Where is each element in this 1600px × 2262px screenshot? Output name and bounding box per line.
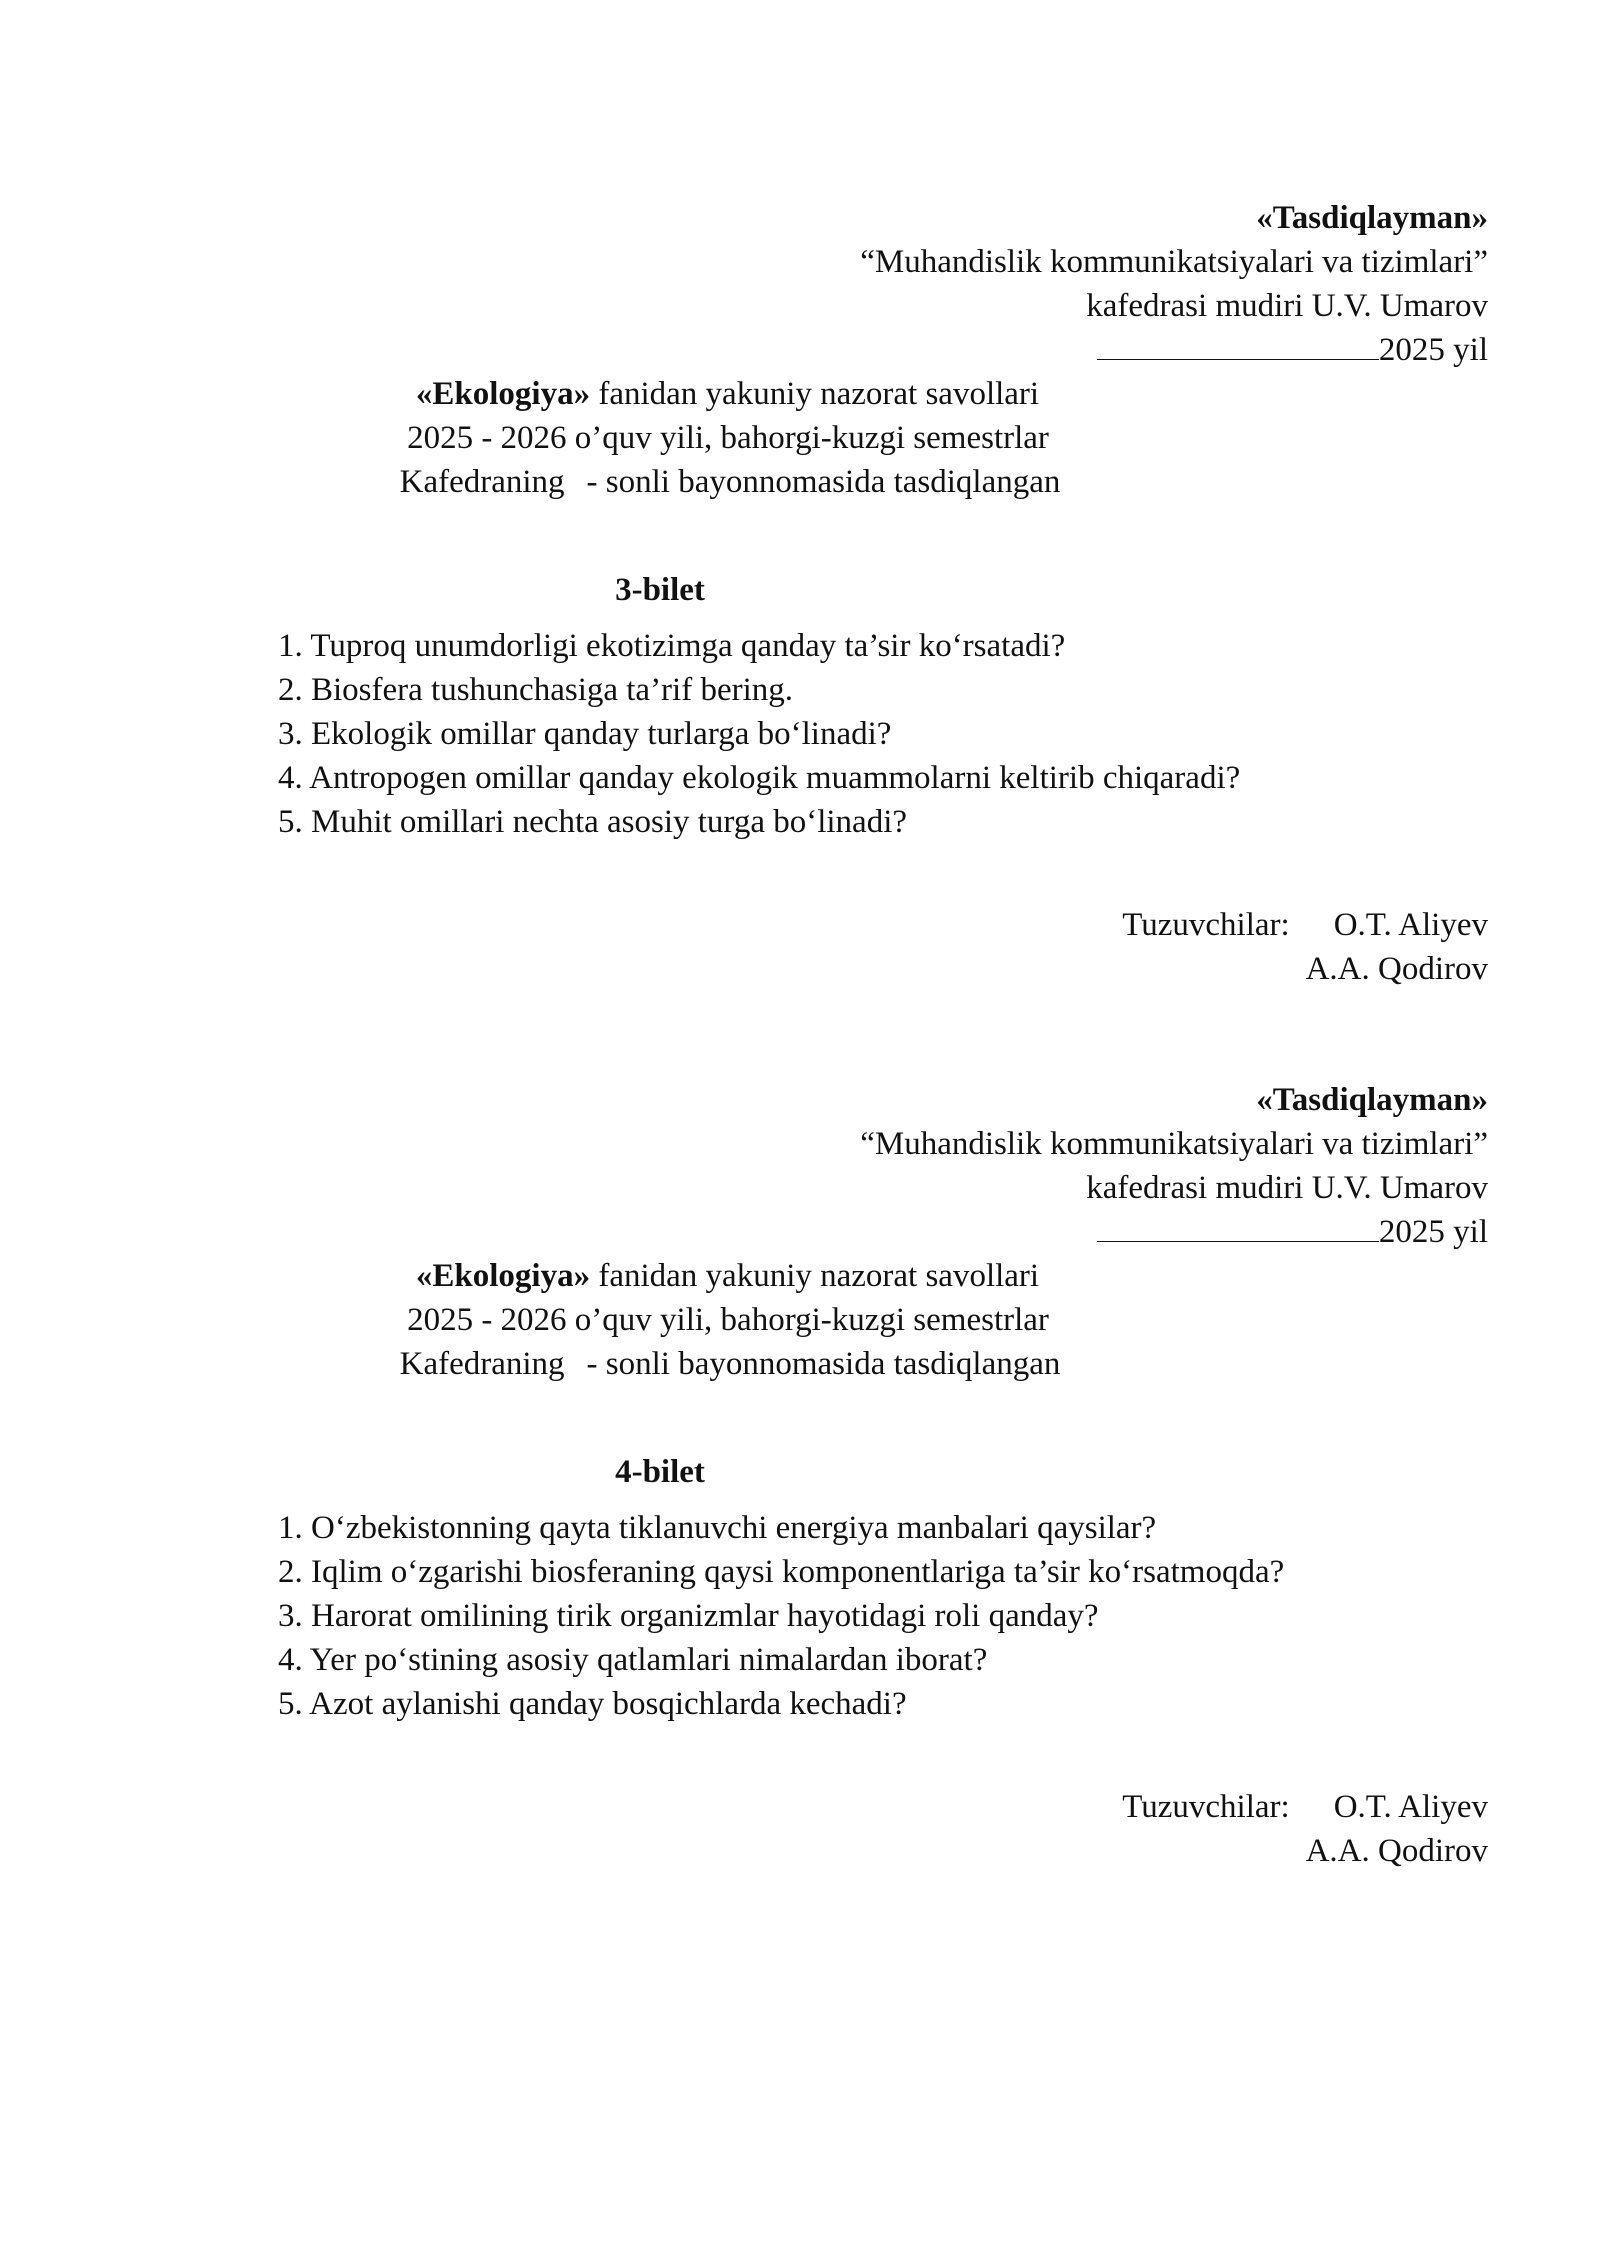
approval-date-line	[860, 1210, 1488, 1254]
authors-label: Tuzuvchilar:	[1122, 907, 1290, 943]
signature-line	[1097, 329, 1379, 360]
protocol-line	[0, 1342, 1600, 1386]
department-name: “Muhandislik kommunikatsiyalari va tizimlari”	[860, 1126, 1488, 1162]
subject-name: «Ekologiya»	[415, 376, 591, 412]
question-item: 1. O‘zbekistonning qayta tiklanuvchi energiya manbalari qaysilar?	[278, 1510, 1157, 1546]
protocol-line	[0, 460, 1600, 504]
approval-title: «Tasdiqlayman»	[1256, 1082, 1488, 1118]
department-head: kafedrasi mudiri U.V. Umarov	[1086, 288, 1488, 324]
protocol-rest: - sonli bayonnomasida tasdiqlangan	[586, 464, 1061, 500]
question-item: 2. Biosfera tushunchasiga ta’rif bering.	[278, 672, 794, 708]
question-item: 2. Iqlim o‘zgarishi biosferaning qaysi komponentlariga ta’sir ko‘rsatmoqda?	[278, 1554, 1285, 1590]
question-list	[278, 624, 1240, 844]
subject-line-rest: fanidan yakuniy nazorat savollari	[590, 376, 1040, 412]
question-item: 5. Muhit omillari nechta asosiy turga bo‘linadi?	[278, 804, 908, 840]
authors-row	[1122, 903, 1488, 947]
author-name: A.A. Qodirov	[1305, 1833, 1488, 1869]
authors-label: Tuzuvchilar:	[1122, 1789, 1290, 1825]
subject-name: «Ekologiya»	[415, 1258, 591, 1294]
author-name: A.A. Qodirov	[1305, 951, 1488, 987]
question-list	[278, 1506, 1284, 1726]
exam-header	[0, 372, 1600, 504]
question-item: 3. Ekologik omillar qanday turlarga bo‘linadi?	[278, 716, 892, 752]
protocol-rest: - sonli bayonnomasida tasdiqlangan	[586, 1346, 1061, 1382]
department-name: “Muhandislik kommunikatsiyalari va tizimlari”	[860, 244, 1488, 280]
subject-line-rest: fanidan yakuniy nazorat savollari	[590, 1258, 1040, 1294]
academic-year-line: 2025 - 2026 o’quv yili, bahorgi-kuzgi semestrlar	[407, 420, 1049, 456]
exam-header	[0, 1254, 1600, 1386]
author-name: O.T. Aliyev	[1333, 907, 1488, 943]
authors-block	[1122, 1785, 1488, 1873]
authors-block	[1122, 903, 1488, 991]
question-item: 3. Harorat omilining tirik organizmlar hayotidagi roli qanday?	[278, 1598, 1099, 1634]
ticket-number: 3-bilet	[615, 572, 705, 608]
exam-subject-line	[0, 1254, 1600, 1298]
academic-year-line: 2025 - 2026 o’quv yili, bahorgi-kuzgi semestrlar	[407, 1302, 1049, 1338]
approval-block	[860, 196, 1488, 372]
authors-row	[1122, 1785, 1488, 1829]
approval-year: 2025 yil	[1378, 332, 1488, 368]
author-name: O.T. Aliyev	[1333, 1789, 1488, 1825]
approval-date-line	[860, 328, 1488, 372]
approval-title: «Tasdiqlayman»	[1256, 200, 1488, 236]
protocol-label: Kafedraning	[399, 1346, 565, 1382]
ticket-number: 4-bilet	[615, 1454, 705, 1490]
signature-line	[1097, 1211, 1379, 1242]
protocol-label: Kafedraning	[399, 464, 565, 500]
question-item: 1. Tuproq unumdorligi ekotizimga qanday ta’sir ko‘rsatadi?	[278, 628, 1066, 664]
exam-subject-line	[0, 372, 1600, 416]
question-item: 5. Azot aylanishi qanday bosqichlarda kechadi?	[278, 1686, 907, 1722]
question-item: 4. Antropogen omillar qanday ekologik muammolarni keltirib chiqaradi?	[278, 760, 1241, 796]
department-head: kafedrasi mudiri U.V. Umarov	[1086, 1170, 1488, 1206]
question-item: 4. Yer po‘stining asosiy qatlamlari nimalardan iborat?	[278, 1642, 988, 1678]
approval-block	[860, 1078, 1488, 1254]
approval-year: 2025 yil	[1378, 1214, 1488, 1250]
